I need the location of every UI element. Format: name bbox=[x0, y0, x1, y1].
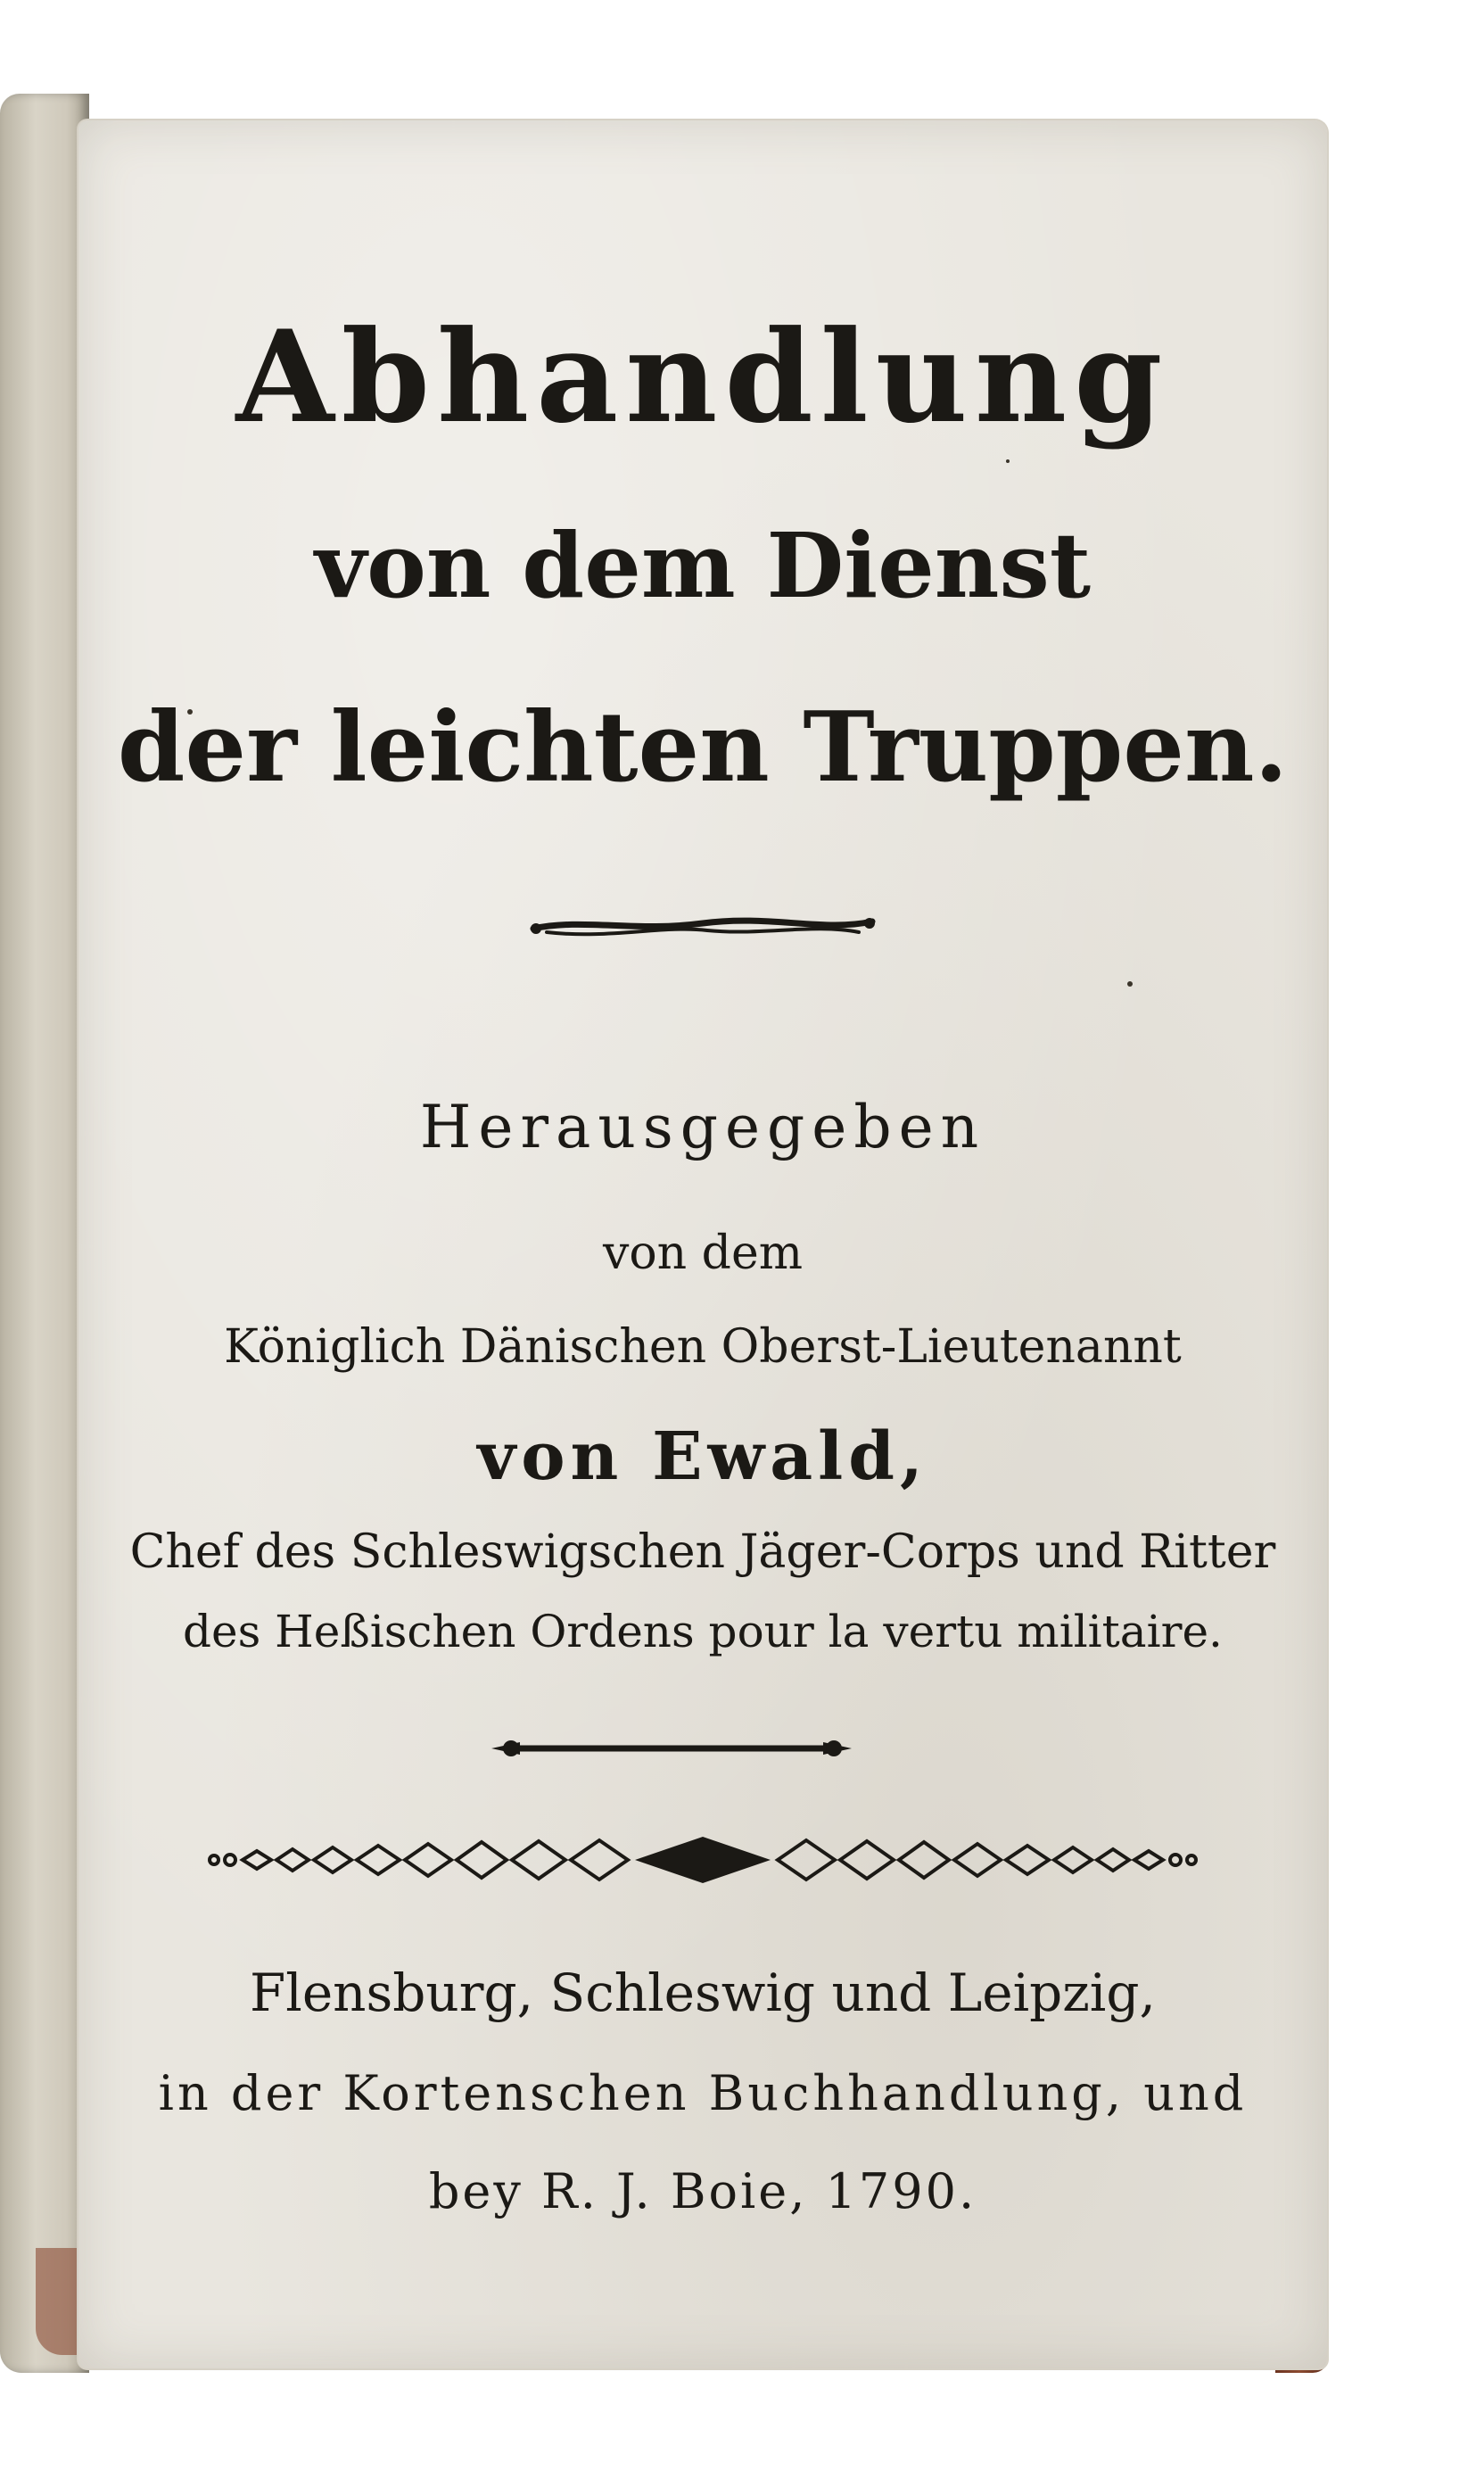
imprint-places: Flensburg, Schleswig und Leipzig, bbox=[250, 1963, 1156, 2023]
flourish-ornament bbox=[529, 905, 877, 945]
rule-ornament bbox=[484, 1735, 859, 1762]
imprint-publisher: in der Kortenschen Buchhandlung, und bbox=[158, 2065, 1248, 2121]
author-title-line-1: Chef des Schleswigschen Jäger-Corps und Ritter bbox=[129, 1525, 1276, 1579]
editor-from: von dem bbox=[602, 1227, 804, 1280]
paper-speck bbox=[1127, 981, 1133, 987]
left-page-edge bbox=[0, 94, 89, 2373]
title-page bbox=[78, 120, 1327, 2368]
author-name: von Ewald, bbox=[477, 1418, 928, 1495]
title-line-2: von dem Dienst bbox=[314, 513, 1092, 618]
paper-speck bbox=[1006, 459, 1010, 463]
editor-heading: Herausgegeben bbox=[419, 1093, 986, 1161]
editor-rank: Königlich Dänischen Oberst-Lieutenannt bbox=[224, 1320, 1182, 1374]
author-title-line-2: des Heßischen Ordens pour la vertu militaire. bbox=[183, 1606, 1223, 1657]
chain-ornament bbox=[203, 1833, 1202, 1887]
imprint-printer-year: bey R. J. Boie, 1790. bbox=[428, 2163, 977, 2219]
title-line-3: der leichten Truppen. bbox=[117, 691, 1289, 804]
title-line-1: Abhandlung bbox=[235, 303, 1170, 451]
